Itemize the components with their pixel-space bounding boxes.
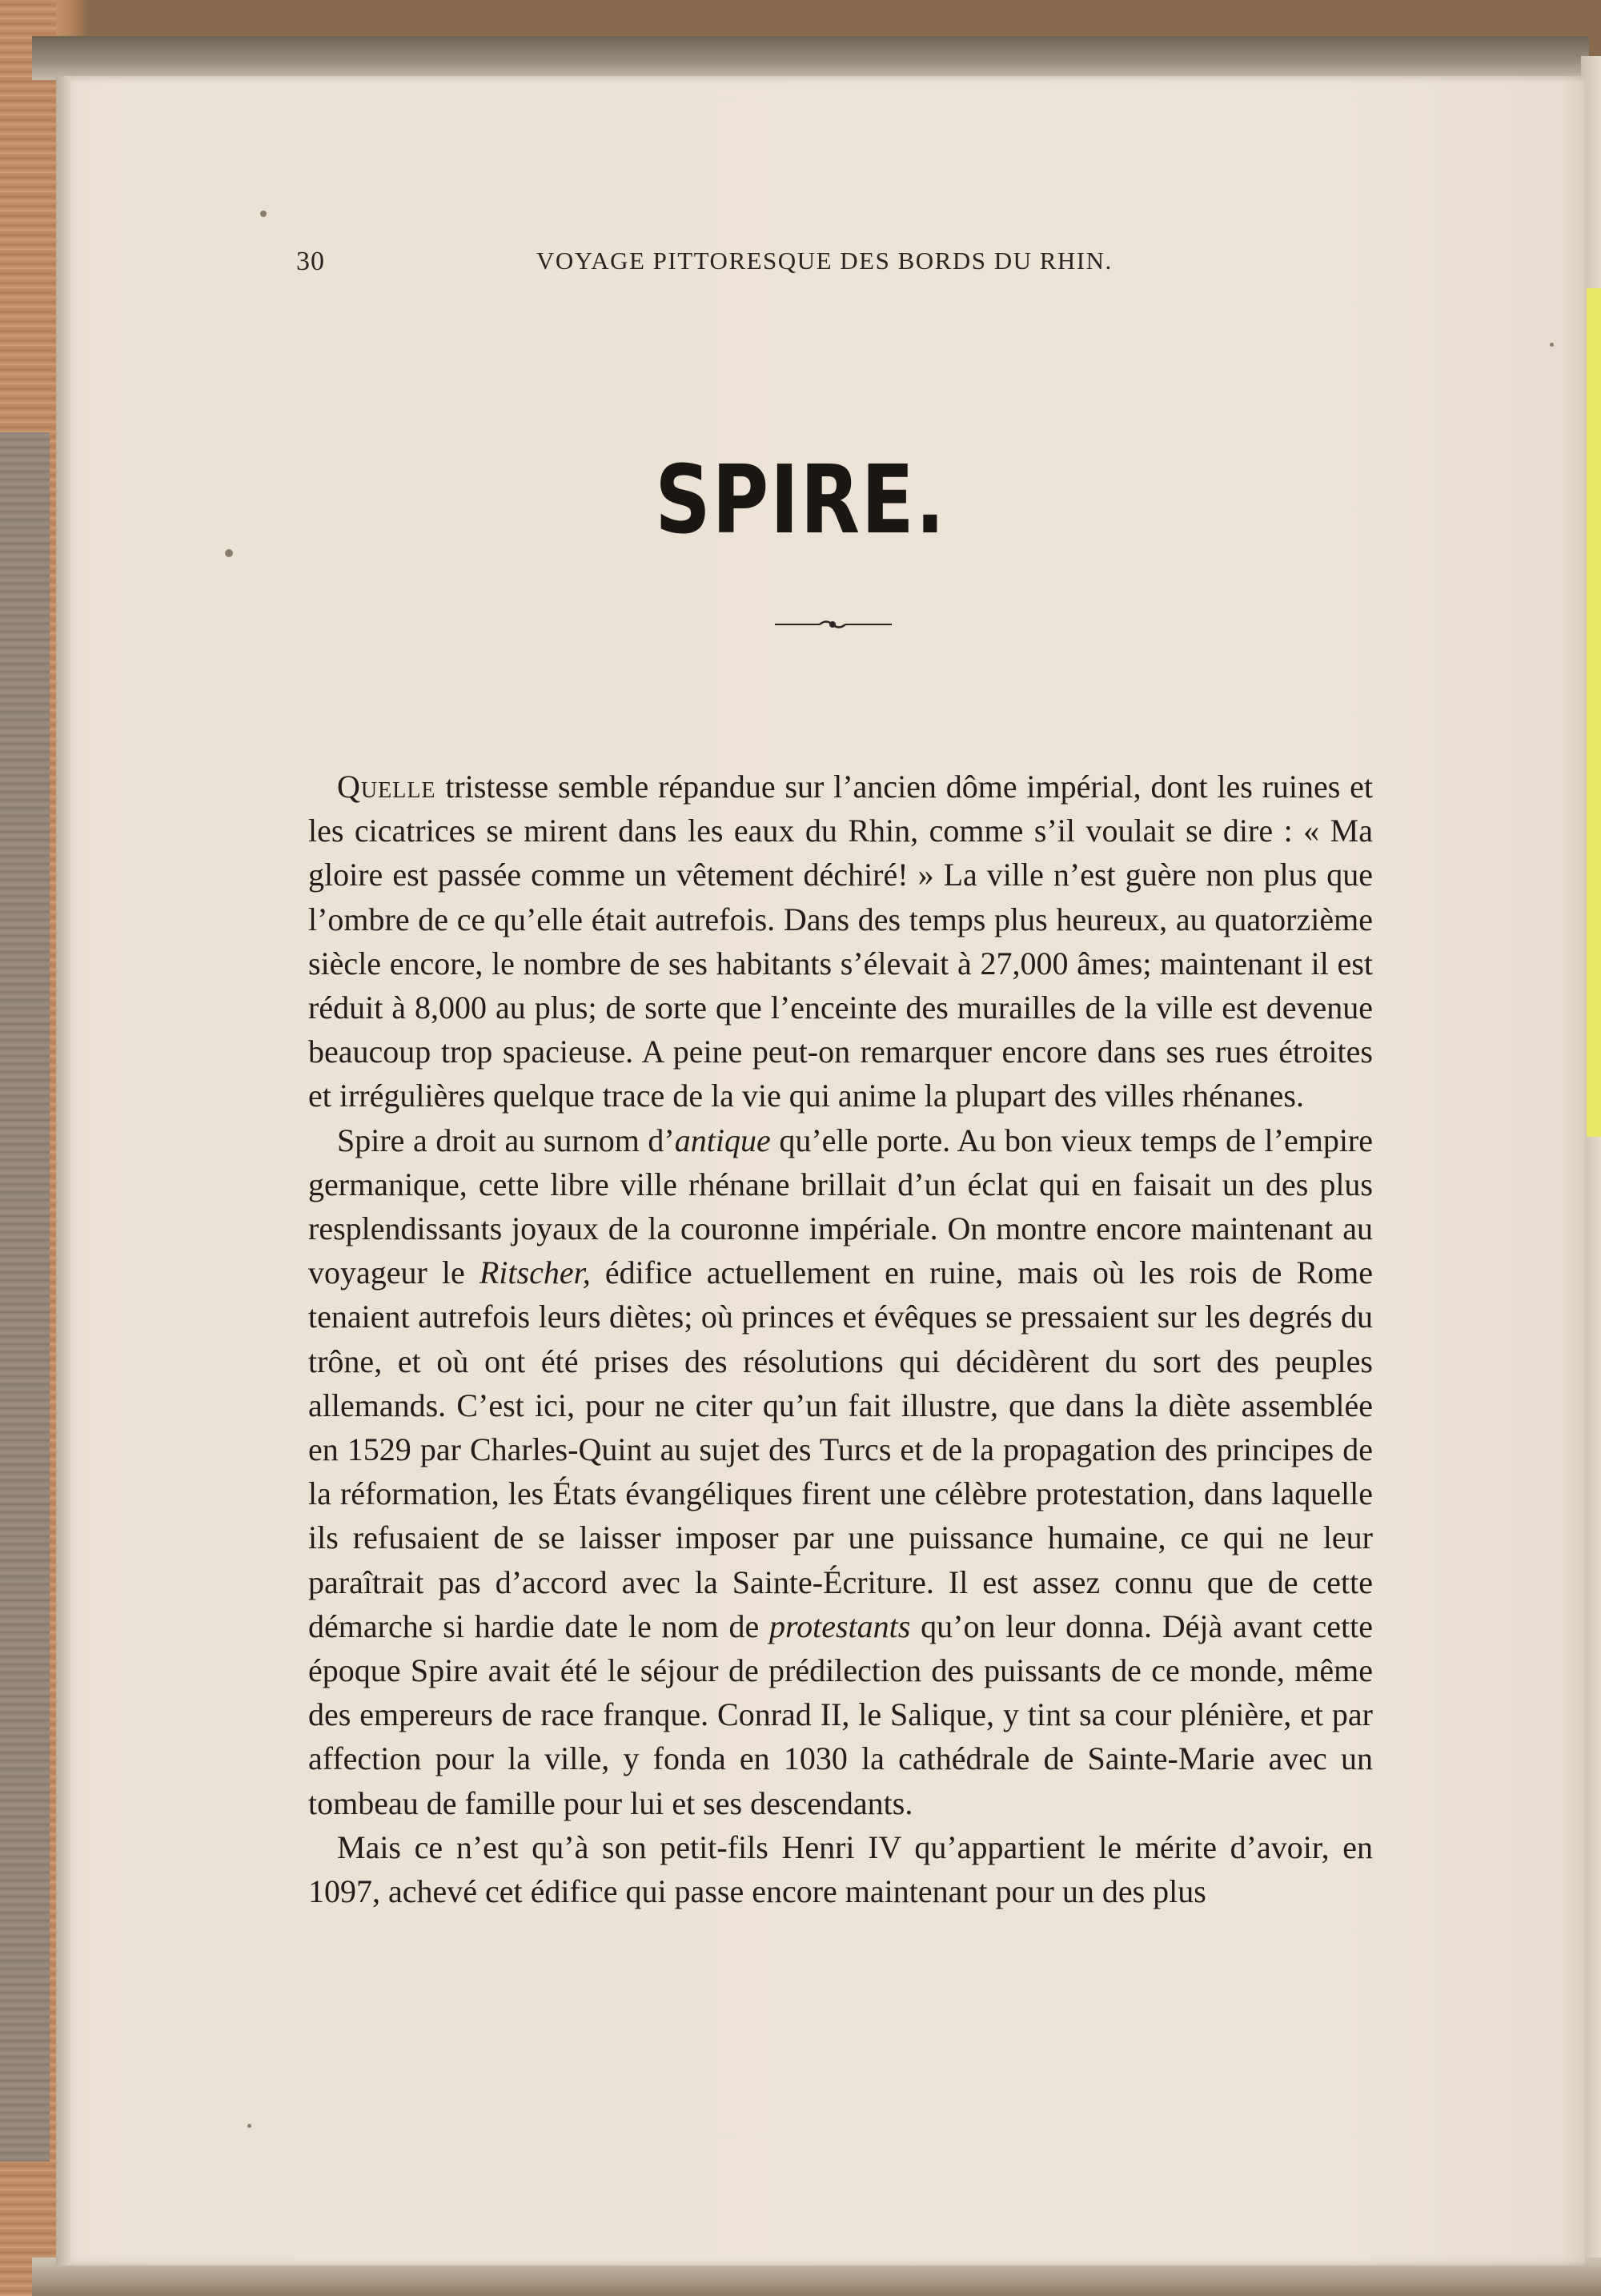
italic-protestants: protestants [769,1608,911,1644]
paragraph-2-part-2: qu’elle porte. Au bon vieux temps de l’empire germanique, cette libre ville rhénane brillait d’un éclat qui en faisait un des plus resplendissants joyaux de la couronne impériale. On montre encore maintenant au voyageur le [308,1122,1374,1291]
paragraph-2 [308,1118,1373,1825]
paragraph-2-part-1: Spire a droit au surnom d’ [337,1122,675,1158]
paragraph-3 [308,1825,1373,1913]
lead-word: Quelle [337,769,436,805]
paragraph-1 [308,765,1373,1118]
chapter-title: SPIRE. [655,444,946,555]
italic-ritscher: Ritscher, [479,1254,591,1291]
running-head [288,242,1377,282]
page-top-edge [32,36,1589,80]
body-text [308,765,1373,1913]
paragraph-3-text: Mais ce n’est qu’à son petit-fils Henri IV qu’appartient le mérite d’avoir, en 1097, achevé cet édifice qui passe encore maintenant pour un des plus [308,1828,1373,1910]
paragraph-2-part-4: qu’on leur donna. Déjà avant cette époque Spire avait été le séjour de prédilection des puissants de ce monde, même des empereurs de race franque. Conrad II, le Salique, y tint sa cour plénière, et par affection pour la ville, y fonda en 1030 la cathédrale de Sainte-Marie avec un tombeau de famille pour lui et ses descendants. [308,1608,1373,1821]
page-gutter [56,76,70,2266]
ornament-divider-icon [775,616,892,632]
worn-spine-patch [0,432,50,2162]
page-number: 30 [296,247,325,276]
paper-speck [260,211,267,217]
running-head-title: VOYAGE PITTORESQUE DES BORDS DU RHIN. [536,247,1113,275]
paper-speck [1550,343,1554,347]
paragraph-2-part-3: édifice actuellement en ruine, mais où les rois de Rome tenaient autrefois leurs diètes; où princes et évêques se pressaient sur les degrés du trône, et où ont été prises des résolutions qui décidèrent du sort des peuples allemands. C’est ici, pour ne citer qu’un fait illustre, que dans la diète assemblée en 1529 par Charles-Quint au sujet des Turcs et de la propagation des principes de la réformation, les États évangéliques firent une célèbre protestation, dans laquelle ils refusaient de se laisser imposer par une puissance humaine, ce qui ne leur paraîtrait pas d’accord avec la Sainte-Écriture. Il est assez connu que de cette démarche si hardie date le nom de [308,1254,1373,1644]
italic-antique: antique [674,1122,771,1158]
paragraph-1-text: tristesse semble répandue sur l’ancien dôme impérial, dont les ruines et les cicatrices se mirent dans les eaux du Rhin, comme s’il voulait se dire : « Ma gloire est passée comme un vêtement déchiré! » La ville n’est guère non plus que l’ombre de ce qu’elle était autrefois. Dans des temps plus heureux, au quatorzième siècle encore, le nombre de ses habitants s’élevait à 27,000 âmes; maintenant il est réduit à 8,000 au plus; de sorte que l’enceinte des murailles de la ville est devenue beaucoup trop spacieuse. A peine peut-on remarquer encore dans ses rues étroites et irrégulières quelque trace de la vie qui anime la plupart des villes rhénanes. [308,769,1373,1114]
paper-speck [247,2124,251,2128]
yellow-bookmark-tab [1587,288,1601,1137]
